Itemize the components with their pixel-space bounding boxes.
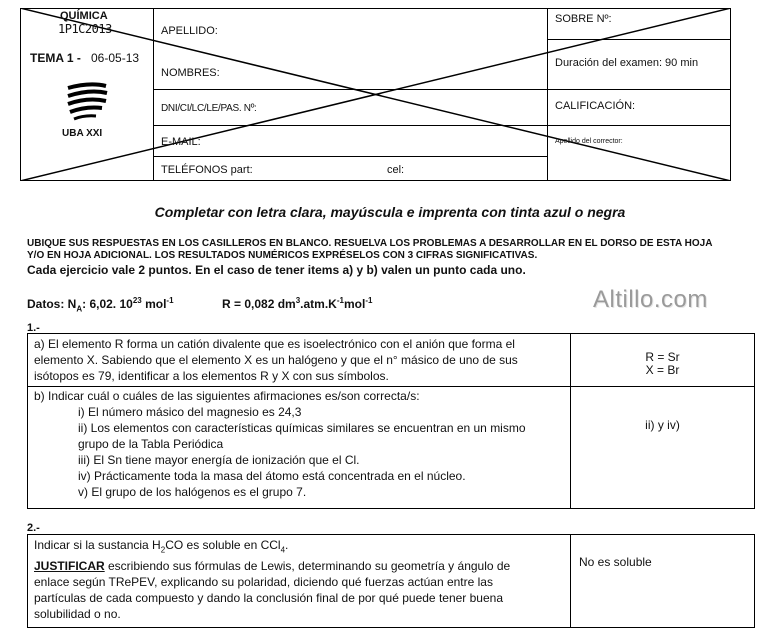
dni-field[interactable]: DNI/CI/LC/LE/PAS. Nº: bbox=[161, 103, 257, 114]
r-mid: .atm.K bbox=[300, 297, 337, 311]
question-1-number: 1.- bbox=[27, 322, 40, 334]
q2-divider bbox=[570, 535, 571, 627]
q1-b-item: v) El grupo de los halógenos es el grupo 7. bbox=[78, 485, 307, 499]
question-2-number: 2.- bbox=[27, 522, 40, 534]
r-label: R = 0,082 dm bbox=[222, 297, 296, 311]
q1-a-answer-r: R = Sr bbox=[645, 350, 680, 364]
instructions-line-1: UBIQUE SUS RESPUESTAS EN LOS CASILLEROS EN BLANCO. RESUELVA LOS PROBLEMAS A DESARROLLAR EN EL DORSO DE ESTA HOJA bbox=[27, 238, 713, 249]
q2-text bbox=[34, 537, 566, 622]
q1-a-line: isótopos es 79, identificar a los elementos R y X con sus símbolos. bbox=[34, 369, 389, 383]
watermark: Altillo.com bbox=[593, 286, 708, 313]
q1-b-item: ii) Los elementos con características químicas similares se encuentran en un mismo bbox=[78, 421, 526, 435]
datos-label: Datos: N bbox=[27, 297, 77, 311]
q2-answer: No es soluble bbox=[579, 555, 652, 569]
q2-line2-rest: escribiendo sus fórmulas de Lewis, determinando su geometría y ángulo de bbox=[104, 559, 511, 574]
page-subtitle: Completar con letra clara, mayúscula e imprenta con tinta azul o negra bbox=[154, 204, 626, 220]
q1-b-text bbox=[34, 388, 566, 500]
instructions-line-3: Cada ejercicio vale 2 puntos. En el caso de tener items a) y b) valen un punto cada uno. bbox=[27, 263, 526, 277]
datos-unit-exp: -1 bbox=[166, 296, 174, 305]
nombres-field[interactable]: NOMBRES: bbox=[161, 67, 220, 79]
datos-exp: 23 bbox=[132, 296, 142, 305]
r-exp1: 3 bbox=[295, 296, 301, 305]
r-exp2: -1 bbox=[336, 296, 344, 305]
q1-a-answer-x: X = Br bbox=[645, 363, 680, 377]
uba-logo-icon bbox=[64, 80, 114, 122]
logo-text: UBA XXI bbox=[62, 128, 103, 139]
tema-label: TEMA 1 - bbox=[30, 51, 81, 65]
q1-b-item: grupo de la Tabla Periódica bbox=[78, 437, 224, 451]
q2-line-2 bbox=[34, 558, 566, 574]
datos-value: : 6,02. 10 bbox=[82, 297, 133, 311]
q2-line: enlace según TRePEV, explicando su polaridad, diciendo qué fuerzas actúan entre las bbox=[34, 575, 493, 590]
email-field[interactable]: E-MAIL: bbox=[161, 136, 201, 148]
q1-a-text bbox=[34, 336, 566, 384]
subject-label: QUÍMICA bbox=[60, 10, 108, 22]
q2-line1-mid: CO es soluble en CCl bbox=[165, 538, 281, 552]
q1-b-item: i) El número másico del magnesio es 24,3 bbox=[78, 405, 302, 419]
question-2-box bbox=[27, 534, 755, 628]
q1-a-line: a) El elemento R forma un catión divalente que es isoelectrónico con el anión que forma el bbox=[34, 337, 515, 351]
q1-b-item: iii) El Sn tiene mayor energía de ionización que el Cl. bbox=[78, 453, 360, 467]
q2-sub2: 4 bbox=[280, 545, 286, 555]
apellido-field[interactable]: APELLIDO: bbox=[161, 25, 218, 37]
exam-header bbox=[20, 8, 731, 181]
exam-date: 06-05-13 bbox=[91, 51, 140, 65]
q2-line: partículas de cada compuesto y dando la conclusión final de por qué puede tener buena bbox=[34, 591, 503, 606]
corrector-field[interactable]: Apellido del corrector: bbox=[555, 138, 623, 145]
q1-b-intro: b) Indicar cuál o cuáles de las siguientes afirmaciones es/son correcta/s: bbox=[34, 389, 420, 403]
datos-avogadro bbox=[27, 296, 174, 313]
q2-sub1: 2 bbox=[160, 545, 166, 555]
question-1-box bbox=[27, 333, 755, 509]
datos-unit: mol bbox=[141, 297, 167, 311]
datos-r-constant bbox=[222, 296, 372, 311]
datos-sub: A bbox=[76, 304, 83, 314]
r-exp3: -1 bbox=[365, 296, 373, 305]
q2-line: solubilidad o no. bbox=[34, 607, 121, 622]
course-code: 1P1C2013 bbox=[58, 22, 112, 36]
q1-a-line: elemento X. Sabiendo que el elemento X es un halógeno y que el n° másico de uno de sus bbox=[34, 353, 518, 367]
sobre-field[interactable]: SOBRE Nº: bbox=[555, 13, 612, 25]
q1-a-answer bbox=[571, 351, 754, 377]
q1-b-answer: ii) y iv) bbox=[645, 418, 680, 432]
calificacion-field[interactable]: CALIFICACIÓN: bbox=[555, 100, 636, 112]
telefonos-field[interactable]: TELÉFONOS part: bbox=[161, 164, 253, 176]
q2-line-1 bbox=[34, 537, 566, 558]
q1-divider bbox=[28, 386, 754, 387]
r-mol: mol bbox=[343, 297, 366, 311]
q2-line1-pre: Indicar si la sustancia H bbox=[34, 538, 161, 552]
instructions-line-2: Y/O EN HOJA ADICIONAL. LOS RESULTADOS NUMÉRICOS EXPRÉSELOS CON 3 CIFRAS SIGNIFICATIVAS. bbox=[27, 250, 538, 261]
cross-out-mark bbox=[20, 8, 731, 181]
q2-line1-end: . bbox=[285, 538, 289, 552]
q1-b-item: iv) Prácticamente toda la masa del átomo está concentrada en el núcleo. bbox=[78, 469, 466, 483]
exam-duration: Duración del examen: 90 min bbox=[555, 57, 699, 69]
q2-justificar: JUSTIFICAR bbox=[34, 559, 105, 574]
cel-field[interactable]: cel: bbox=[387, 164, 405, 176]
